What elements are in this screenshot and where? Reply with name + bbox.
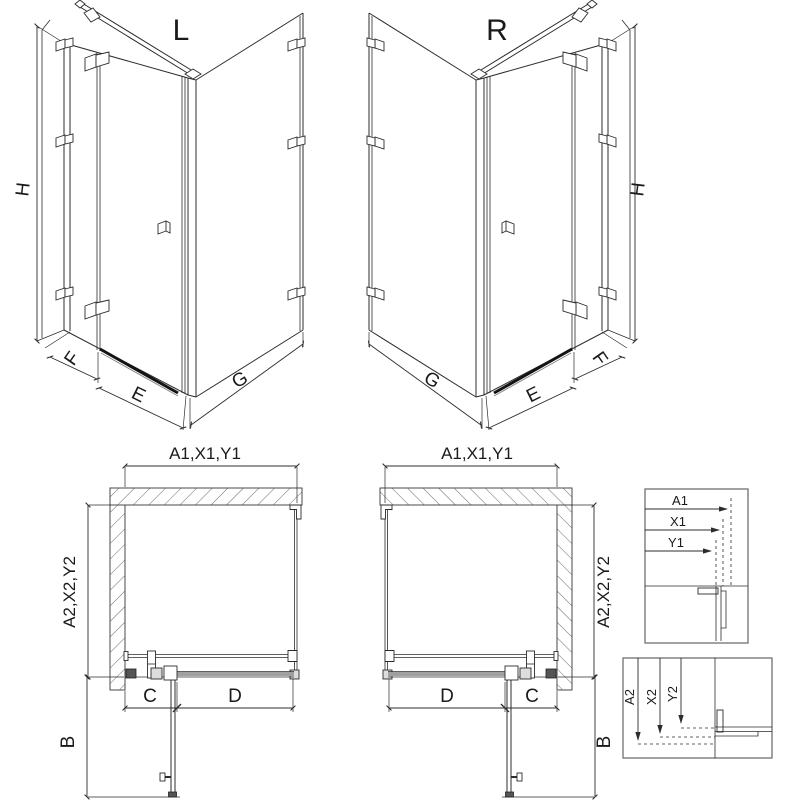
detail-y1-label: Y1 bbox=[668, 535, 684, 550]
detail-box-depth-refs bbox=[622, 658, 772, 758]
iso-right-title: R bbox=[486, 14, 508, 47]
detail-a1-label: A1 bbox=[672, 493, 688, 508]
dim-label-fixed-right: F bbox=[587, 348, 612, 370]
iso-view-right bbox=[367, 0, 650, 430]
plan-right-b-label: B bbox=[594, 735, 615, 749]
detail-y2-label: Y2 bbox=[665, 686, 680, 702]
plan-left-b-label: B bbox=[58, 735, 79, 749]
dim-label-fixed-left: F bbox=[60, 348, 85, 370]
dim-label-height-left: H bbox=[12, 181, 35, 198]
dim-label-height-right: H bbox=[627, 181, 650, 198]
dim-label-side-right: G bbox=[420, 367, 444, 394]
detail-box-width-refs bbox=[645, 489, 748, 643]
detail-x1-label: X1 bbox=[670, 514, 686, 529]
dim-label-door-left: E bbox=[128, 382, 149, 408]
plan-left-c-label: C bbox=[143, 686, 157, 707]
plan-left-d-label: D bbox=[228, 686, 242, 707]
plan-right-depth-label: A2,X2,Y2 bbox=[594, 556, 613, 628]
plan-right-c-label: C bbox=[525, 686, 539, 707]
plan-view-right bbox=[380, 444, 615, 797]
detail-a2-label: A2 bbox=[622, 689, 637, 705]
plan-right-width-label: A1,X1,Y1 bbox=[441, 444, 513, 463]
dim-label-side-left: G bbox=[228, 367, 252, 394]
dim-label-door-right: E bbox=[523, 382, 544, 408]
plan-left-depth-label: A2,X2,Y2 bbox=[60, 556, 79, 628]
iso-left-title: L bbox=[172, 14, 190, 47]
iso-view-left bbox=[12, 0, 305, 430]
detail-x2-label: X2 bbox=[644, 689, 659, 705]
plan-view-left bbox=[58, 444, 302, 797]
plan-right-d-label: D bbox=[440, 686, 454, 707]
plan-left-width-label: A1,X1,Y1 bbox=[169, 444, 241, 463]
